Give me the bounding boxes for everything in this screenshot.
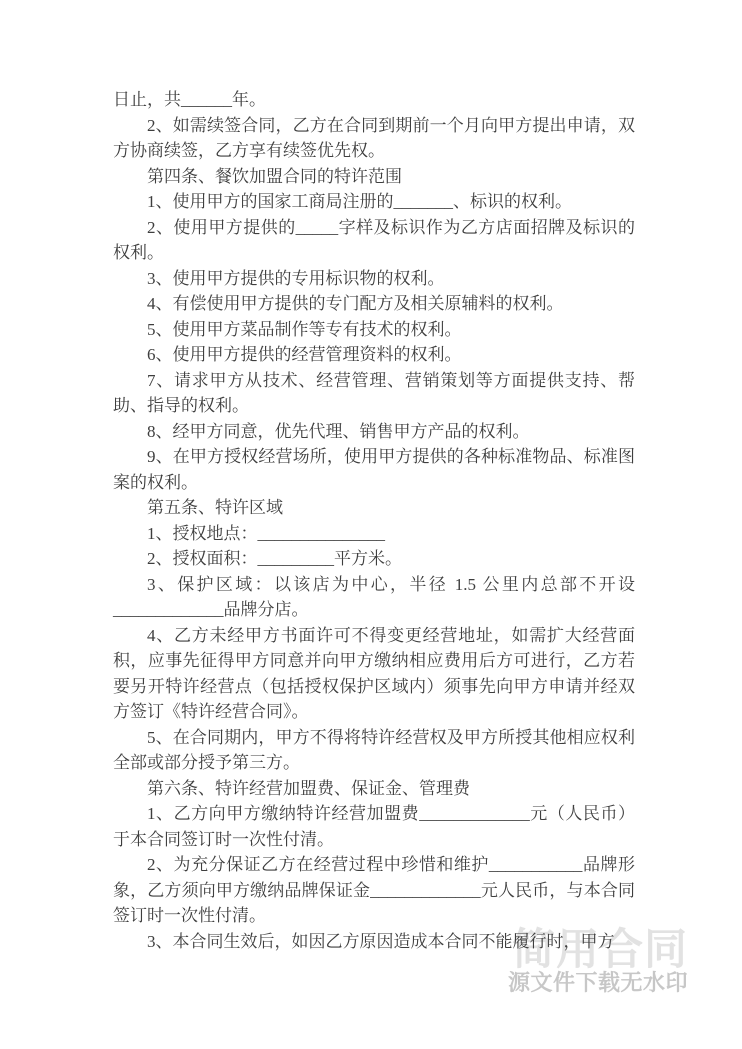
clause-article6-item1: 1、乙方向甲方缴纳特许经营加盟费_____________元（人民币）于本合同签订时一次性付清。 xyxy=(113,804,635,849)
clause-article5-item2: 2、授权面积：_________平方米。 xyxy=(147,549,402,568)
clause-article4-item9: 9、在甲方授权经营场所，使用甲方提供的各种标准物品、标准图案的权利。 xyxy=(113,447,635,492)
clause-article5-item1: 1、授权地点：_______________ xyxy=(147,523,385,543)
clause-article4-item2: 2、使用甲方提供的_____字样及标识作为乙方店面招牌及标识的权利。 xyxy=(113,217,635,262)
clause-renewal: 2、如需续签合同，乙方在合同到期前一个月向甲方提出申请，双方协商续签，乙方享有续签优先权。 xyxy=(113,115,635,160)
section-heading-article4: 第四条、餐饮加盟合同的特许范围 xyxy=(147,166,402,186)
paragraph-continuation: 日止，共______年。 xyxy=(113,90,266,109)
section-heading-article6: 第六条、特许经营加盟费、保证金、管理费 xyxy=(147,778,470,798)
clause-article4-item8: 8、经甲方同意，优先代理、销售甲方产品的权利。 xyxy=(147,421,530,441)
clause-article5-item4: 4、乙方未经甲方书面许可不得变更经营地址，如需扩大经营面积，应事先征得甲方同意并向甲方缴纳相应费用后方可进行，乙方若要另开特许经营点（包括授权保护区域内）须事先向甲方申请并经双方签订《特许经营合同》。 xyxy=(113,625,635,721)
section-heading-article5: 第五条、特许区域 xyxy=(147,498,283,517)
clause-article4-item1: 1、使用甲方的国家工商局注册的_______、标识的权利。 xyxy=(147,192,572,211)
watermark-tagline-text: 源文件下载无水印 xyxy=(508,970,689,995)
clause-article5-item3: 3、保护区域：以该店为中心，半径 1.5 公里内总部不开设_____________品牌分店。 xyxy=(113,574,635,619)
clause-article6-item2: 2、为充分保证乙方在经营过程中珍惜和维护___________品牌形象，乙方须向甲方缴纳品牌保证金_____________元人民币，与本合同签订时一次性付清。 xyxy=(113,855,635,925)
clause-article4-item7: 7、请求甲方从技术、经营管理、营销策划等方面提供支持、帮助、指导的权利。 xyxy=(113,370,635,415)
clause-article6-item3: 3、本合同生效后，如因乙方原因造成本合同不能履行时，甲方 xyxy=(147,931,615,951)
contract-body xyxy=(113,87,635,954)
clause-article4-item6: 6、使用甲方提供的经营管理资料的权利。 xyxy=(147,345,462,364)
clause-article5-item5: 5、在合同期内，甲方不得将特许经营权及甲方所授其他相应权利全部或部分授予第三方。 xyxy=(113,727,635,772)
clause-article4-item4: 4、有偿使用甲方提供的专门配方及相关原辅料的权利。 xyxy=(147,294,564,313)
clause-article4-item3: 3、使用甲方提供的专用标识物的权利。 xyxy=(147,268,445,288)
watermark-brand-text: 简用合同 xyxy=(512,926,688,974)
clause-article4-item5: 5、使用甲方菜品制作等专有技术的权利。 xyxy=(147,319,462,339)
